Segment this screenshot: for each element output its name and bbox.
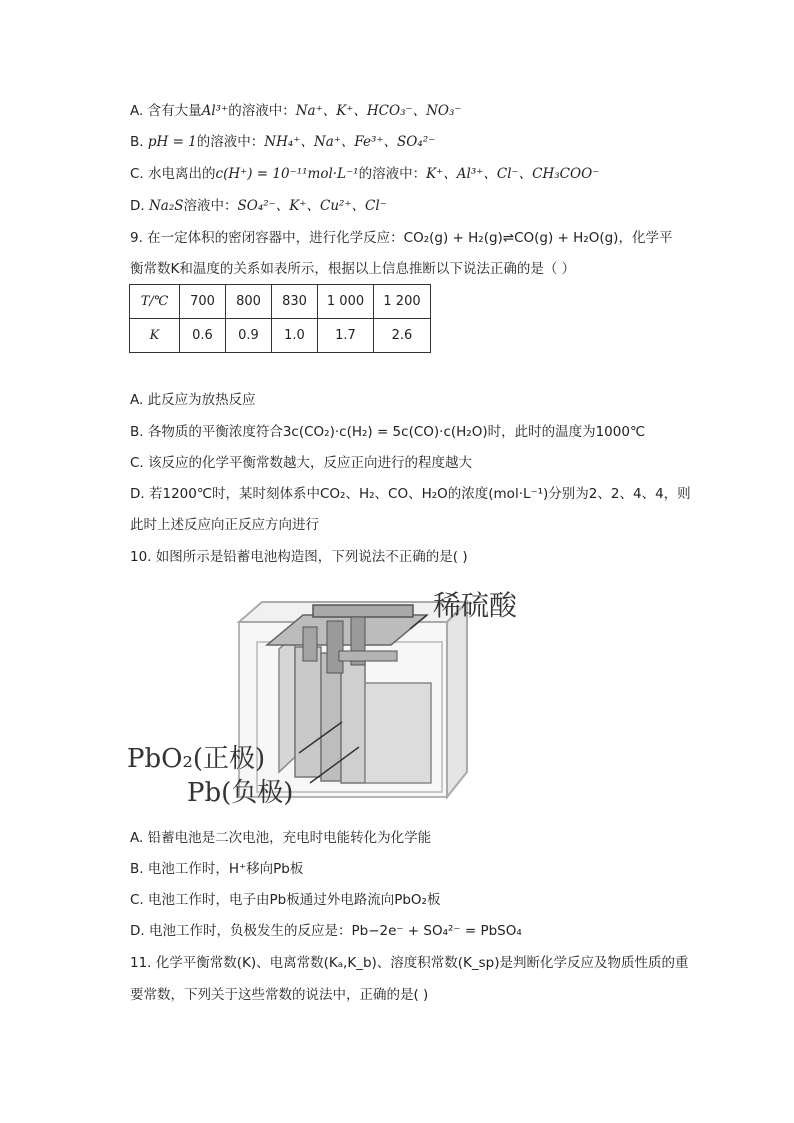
option-letter: D. (130, 198, 145, 214)
option-text: 水电离出的 (148, 166, 216, 182)
q10-option-d: D. 电池工作时，负极发生的反应是：Pb−2e⁻ + SO₄²⁻ = PbSO₄ (130, 923, 522, 939)
table-cell: 1 000 (318, 285, 374, 319)
q9-stem-line2: 衡常数K和温度的关系如表所示，根据以上信息推断以下说法正确的是（ ） (130, 261, 576, 277)
option-text: 溶液中： (183, 198, 238, 214)
table-cell: 830 (272, 285, 318, 319)
q10-stem: 10. 如图所示是铅蓄电池构造图，下列说法不正确的是( ) (130, 549, 468, 565)
negative-electrode-label: Pb(负极) (187, 778, 294, 808)
table-cell: 0.9 (226, 319, 272, 353)
option-math: pH = 1 (147, 134, 197, 150)
q9-option-c: C. 该反应的化学平衡常数越大，反应正向进行的程度越大 (130, 455, 473, 471)
option-text: 含有大量 (147, 103, 202, 119)
option-math: Na₂S (148, 198, 184, 214)
option-text: 的溶液中： (196, 134, 265, 150)
table-cell: 1.0 (272, 319, 318, 353)
acid-label: 稀硫酸 (433, 589, 518, 622)
q8-option-a (130, 101, 462, 121)
option-math: K⁺、Al³⁺、Cl⁻、CH₃COO⁻ (426, 166, 600, 182)
q9-k-table (129, 284, 431, 353)
q8-option-b (130, 132, 435, 152)
option-text: 的溶液中： (358, 166, 427, 182)
q8-option-d (130, 196, 387, 216)
option-math: SO₄²⁻、K⁺、Cu²⁺、Cl⁻ (237, 198, 387, 214)
table-cell: 0.6 (180, 319, 226, 353)
option-letter: A. (130, 103, 144, 119)
q10-option-b: B. 电池工作时，H⁺移向Pb板 (130, 861, 304, 877)
option-text: 的溶液中： (228, 103, 296, 119)
q10-option-c: C. 电池工作时，电子由Pb板通过外电路流向PbO₂板 (130, 892, 441, 908)
table-header-cell: T/℃ (130, 285, 180, 319)
q9-option-a: A. 此反应为放热反应 (130, 392, 256, 408)
table-row (130, 319, 431, 353)
table-cell: 700 (180, 285, 226, 319)
q10-option-a: A. 铅蓄电池是二次电池，充电时电能转化为化学能 (130, 830, 432, 846)
q11-stem-line2: 要常数，下列关于这些常数的说法中，正确的是( ) (130, 987, 429, 1003)
q9-stem-line1: 9. 在一定体积的密闭容器中，进行化学反应：CO₂(g) + H₂(g)⇌CO(g) + H₂O(g)，化学平 (130, 230, 673, 246)
q9-option-b: B. 各物质的平衡浓度符合3c(CO₂)·c(H₂) = 5c(CO)·c(H₂O)时，此时的温度为1000℃ (130, 424, 646, 440)
option-letter: C. (130, 166, 144, 182)
q9-option-d: D. 若1200℃时，某时刻体系中CO₂、H₂、CO、H₂O的浓度(mol·L⁻¹)分别为2、2、4、4，则 (130, 486, 691, 502)
q8-option-c (130, 164, 599, 184)
table-header-cell: K (130, 319, 180, 353)
table-cell: 1.7 (318, 319, 374, 353)
option-math: c(H⁺) = 10⁻¹¹mol·L⁻¹ (215, 166, 359, 182)
table-cell: 1 200 (374, 285, 431, 319)
table-cell: 800 (226, 285, 272, 319)
option-math: NH₄⁺、Na⁺、Fe³⁺、SO₄²⁻ (264, 134, 436, 150)
table-cell: 2.6 (374, 319, 431, 353)
positive-electrode-label: PbO₂(正极) (127, 744, 266, 774)
option-math: Al³⁺ (201, 103, 229, 119)
table-row (130, 285, 431, 319)
q9-option-d-cont: 此时上述反应向正反应方向进行 (130, 517, 319, 533)
option-math: Na⁺、K⁺、HCO₃⁻、NO₃⁻ (295, 103, 462, 119)
q11-stem-line1: 11. 化学平衡常数(K)、电离常数(Kₐ,K_b)、溶度积常数(K_sp)是判断化学反应及物质性质的重 (130, 955, 689, 971)
lead-acid-battery-figure (127, 587, 547, 812)
option-letter: B. (130, 134, 144, 150)
